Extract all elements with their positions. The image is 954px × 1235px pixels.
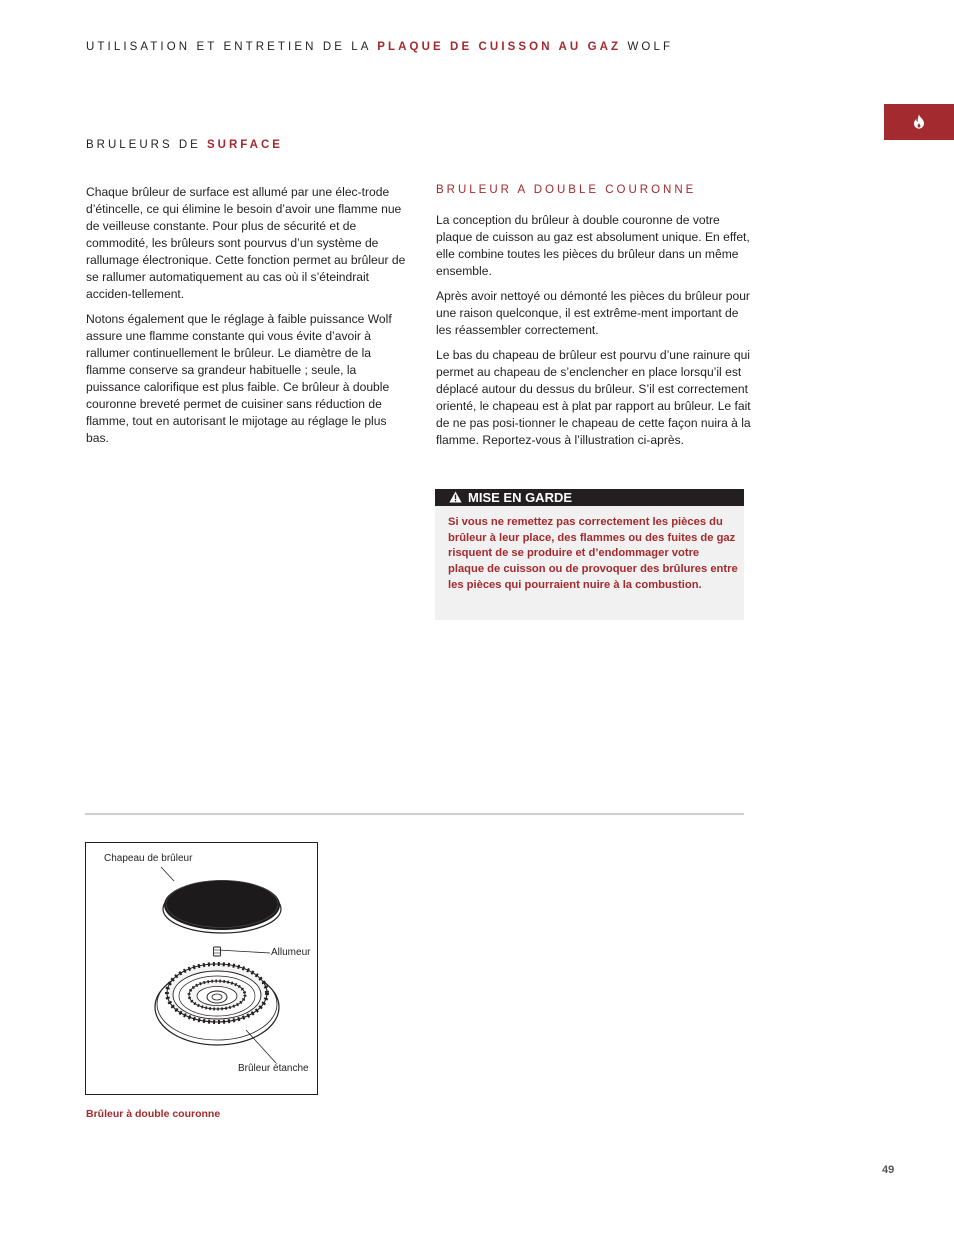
section-title — [86, 139, 283, 151]
page-number: 49 — [882, 1164, 895, 1176]
divider — [85, 813, 744, 815]
warning-triangle-icon — [449, 491, 462, 503]
left-paragraph-2: Notons également que le réglage à faible puissance Wolf assure une flamme constante qui vous évite d’avoir à rallumer continuellement le brûleur. Le diamètre de la flamme conserve sa grandeur habituelle ; seule, la puissance calorifique est plus faible. Ce brûleur à double couronne breveté permet de cuisiner sans réduction de flamme, tout en autorisant le mijotage au réglage le plus bas. — [86, 312, 392, 445]
section-title-prefix: BRULEURS DE — [86, 139, 207, 151]
label-sealed-burner: Brûleur étanche — [238, 1063, 309, 1074]
running-header — [86, 41, 673, 53]
header-accent: PLAQUE DE CUISSON AU GAZ — [377, 41, 622, 53]
header-suffix: WOLF — [621, 41, 674, 53]
header-prefix: UTILISATION ET ENTRETIEN DE LA — [86, 41, 378, 53]
label-igniter: Allumeur — [271, 947, 311, 958]
right-column — [436, 212, 754, 457]
warning-header — [435, 489, 744, 506]
warning-text: Si vous ne remettez pas correctement les pièces du brûleur à leur place, des flammes ou des fuites de gaz risquent de se produire et d’endommager votre plaque de cuisson ou de provoquer des brûlures entre les pièces qui pourraient nuire à la combustion. — [448, 516, 738, 591]
warning-title: MISE EN GARDE — [468, 490, 573, 505]
right-paragraph-1: La conception du brûleur à double couronne de votre plaque de cuisson au gaz est absolument unique. En effet, elle combine toutes les pièces du brûleur dans un même ensemble. — [436, 213, 750, 278]
left-column — [86, 184, 406, 455]
section-title-accent: SURFACE — [207, 139, 283, 151]
left-paragraph-1: Chaque brûleur de surface est allumé par une élec-trode d’étincelle, ce qui élimine le besoin d’avoir une flamme nue de veilleuse constante. Pour plus de sécurité et de commodité, les brûleurs sont pourvus d’un système de rallumage électronique. Cette fonction permet au brûleur de se rallumer automatiquement au cas où il s’éteindrait acciden-tellement. — [86, 185, 406, 301]
burner-figure — [85, 842, 318, 1095]
label-burner-cap: Chapeau de brûleur — [104, 853, 193, 864]
subheading: BRULEUR A DOUBLE COURONNE — [436, 184, 697, 196]
figure-caption: Brûleur à double couronne — [86, 1108, 221, 1120]
section-tab — [884, 104, 954, 140]
warning-box — [435, 506, 744, 620]
burner-illustration — [86, 843, 317, 1094]
right-paragraph-3: Le bas du chapeau de brûleur est pourvu d’une rainure qui permet au chapeau de s’enclencher en place lorsqu’il est déplacé autour du dessus du brûleur. S’il est correctement orienté, le chapeau est à plat par rapport au brûleur. Le fait de ne pas posi-tionner le chapeau de cette façon nuira à la flamme. Reportez-vous à l’illustration ci-après. — [436, 348, 751, 447]
right-paragraph-2: Après avoir nettoyé ou démonté les pièces du brûleur pour une raison quelconque, il est extrême-ment important de les réassembler correctement. — [436, 289, 750, 337]
flame-icon — [913, 114, 925, 129]
